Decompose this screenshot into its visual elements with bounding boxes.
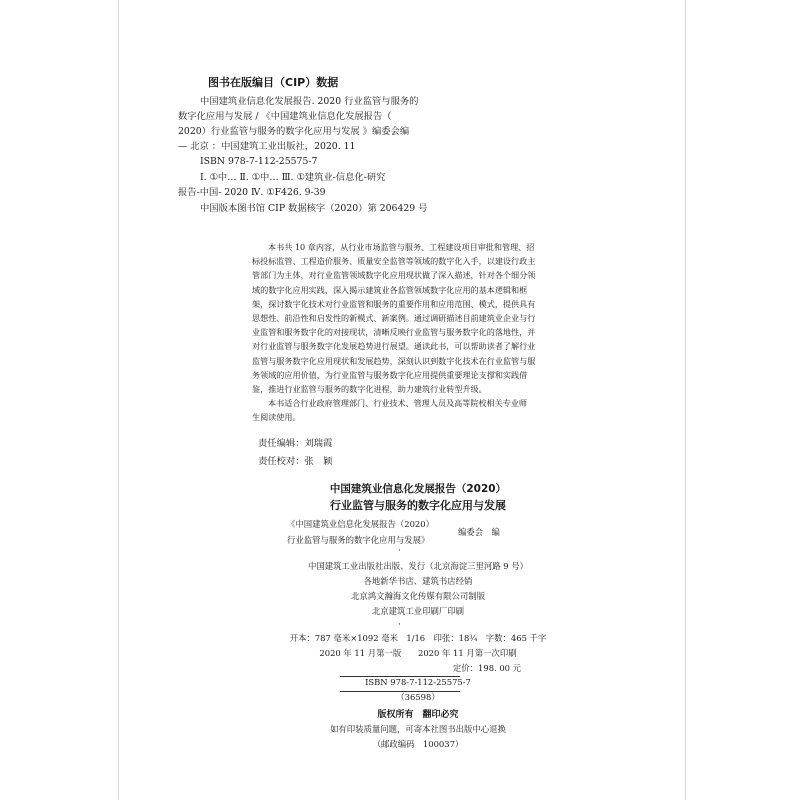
copyright-notice: 版权所有 翻印必究 [377,710,459,720]
separator-dot: · [398,620,401,630]
return-notice: 如有印装质量问题，可寄本社图书出版中心退换 [330,724,506,734]
price: 定价：198. 00 元 [452,663,522,673]
cip-line: 2020）行业监管与服务的数字化应用与发展 》编委会编 [178,126,410,137]
intro-line: 本书适合行业政府管理部门、行业技术、管理人员及高等院校相关专业师 [268,398,528,409]
book-code: （36598） [396,692,440,702]
postcode: （邮政编码 100037） [372,739,464,749]
book-title: 中国建筑业信息化发展报告（2020） [329,483,507,495]
author-line-1: 《中国建筑业信息化发展报告（2020） [287,519,434,529]
author-suffix: 编委会 编 [458,527,500,537]
publisher-line: 中国建筑工业出版社出版、发行（北京海淀三里河路 9 号） [307,561,529,571]
intro-line: 生阅读使用。 [252,412,301,423]
cip-line: 数字化应用与发展 / 《中国建筑业信息化发展报告（ [178,111,392,122]
cip-record-number: 中国版本图书馆 CIP 数据核字（2020）第 206429 号 [200,203,428,214]
intro-paragraph [252,240,535,425]
author-line-2: 行业监管与服务的数字化应用与发展》 [287,535,430,545]
cip-classification-cont: 报告-中国- 2020 Ⅳ. ①F426. 9-39 [178,187,326,198]
intro-line: 思想性、前沿性和启发性的新模式、新案例。通过调研描述目前建筑业企业与行 [252,313,536,324]
cip-classification: Ⅰ. ①中… Ⅱ. ①中… Ⅲ. ①建筑业-信息化-研究 [200,172,386,183]
cip-title: 图书在版编目（CIP）数据 [208,76,339,89]
intro-line: 本书共 10 章内容，从行业市场监管与服务、工程建设项目审批和管理、招 [268,242,535,252]
intro-line: 对行业监管与服务数字化发展趋势进行展望。通读此书，可以帮助读者了解行业 [252,341,536,352]
printer-line: 北京建筑工业印刷厂印刷 [371,606,465,616]
intro-line: 鉴，推进行业监管与服务的数字化进程，助力建筑行业转型升级。 [252,384,487,395]
intro-line: 监管与服务数字化应用现状和发展趋势，深刻认识到数字化技术在行业监管与服 [252,355,536,366]
intro-line: 架，探讨数字化技术对行业监管和服务的重要作用和应用范围、模式，提供具有 [252,298,536,309]
responsible-proofreader: 责任校对：张 颖 [258,456,333,467]
format-specs: 开本：787 毫米×1092 毫米 1/16 印张：18¾ 字数：465 千字 [289,633,547,643]
intro-line: 业监管和服务数字化的对接现状，清晰反映行业监管与服务数字化的落地性，并 [252,327,536,338]
responsible-editor: 责任编辑：刘瑞霞 [258,438,333,449]
isbn-line: ISBN 978-7-112-25575-7 [365,677,471,687]
intro-line: 域的数字化应用实践，深入揭示建筑业各监管领域数字化应用的基本逻辑和框 [252,284,528,295]
typesetter-line: 北京鸿文瀚海文化传媒有限公司制版 [351,591,485,601]
distributor-line: 各地新华书店、建筑书店经销 [363,576,473,586]
cip-line: 中国建筑业信息化发展报告. 2020 行业监管与服务的 [200,96,419,107]
intro-line: 管部门为主体，对行业监管领域数字化应用现状做了深入描述，针对各个细分领 [252,270,536,281]
cip-isbn: ISBN 978-7-112-25575-7 [200,156,318,167]
book-subtitle: 行业监管与服务的数字化应用与发展 [330,499,506,512]
cip-line: — 北京 ：中国建筑工业出版社，2020. 11 [178,141,356,152]
intro-line: 标投标监管、工程造价服务、质量安全监管等领域的数字化入手，以建设行政主 [252,256,536,267]
separator-dot: · [398,546,401,556]
edition-info: 2020 年 11 月第一版 2020 年 11 月第一次印刷 [319,648,517,658]
intro-line: 务领域的应用价值，为行业监管与服务数字化应用提供重要理论支撑和实践借 [252,369,528,380]
